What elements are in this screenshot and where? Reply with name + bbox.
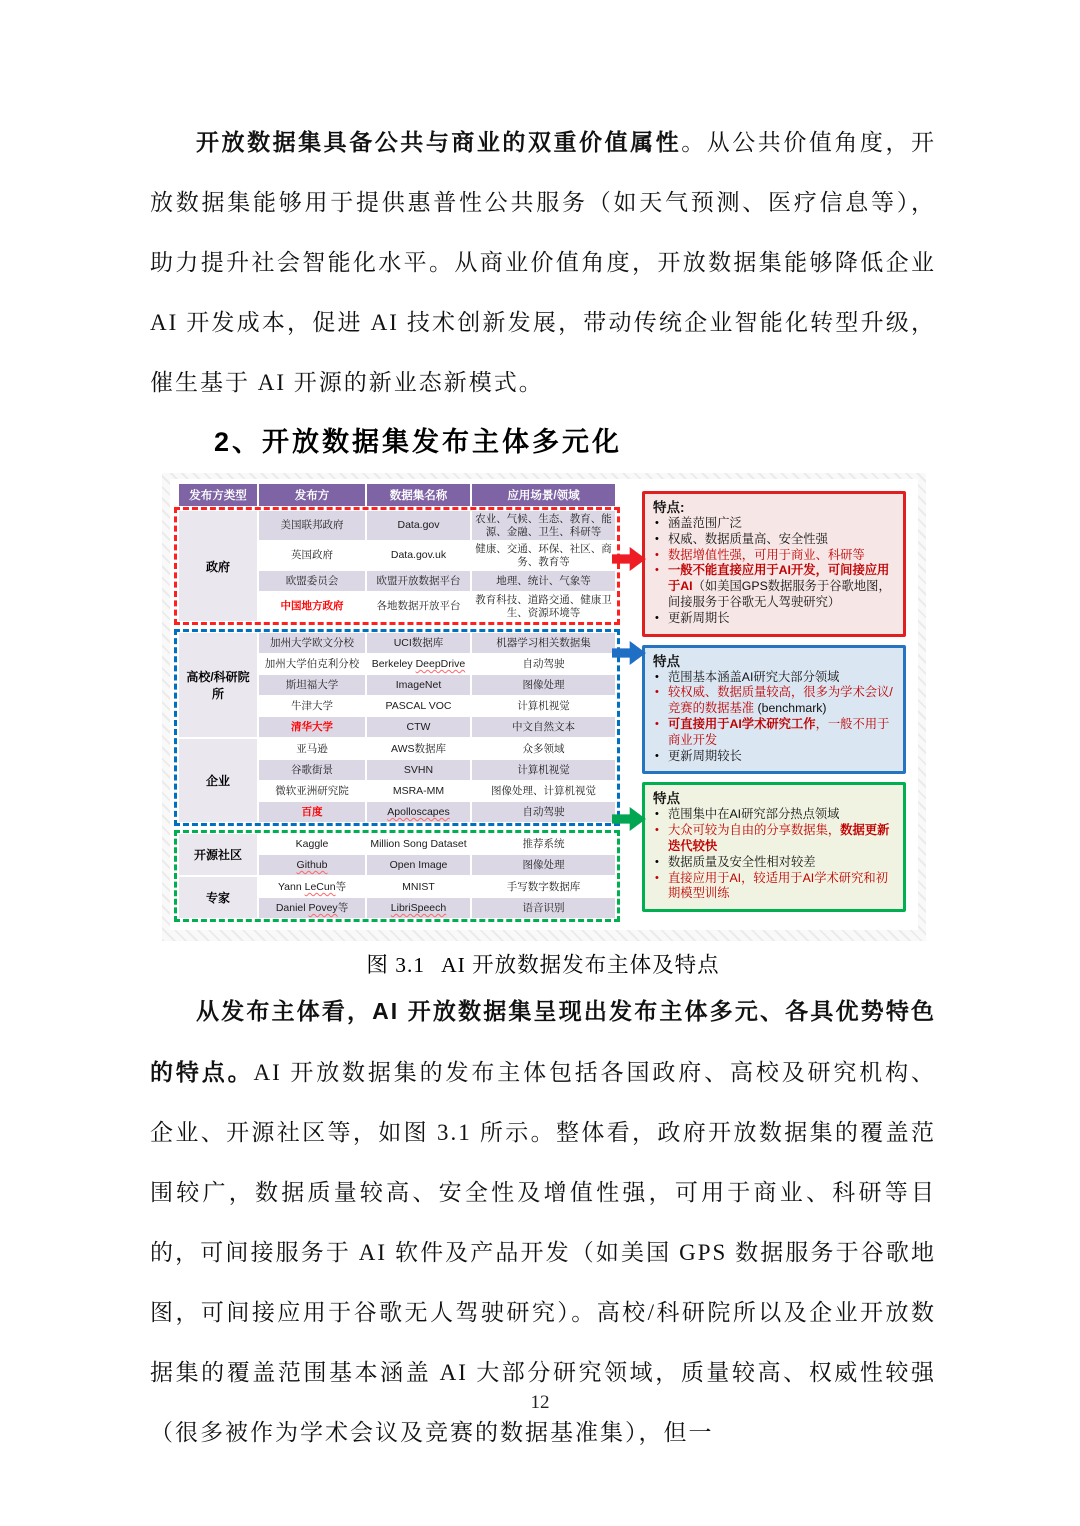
bullet-item [653,871,895,903]
bullet-dot-icon: • [655,855,659,868]
text-segment: 图像处理、计算机视觉 [491,784,596,797]
text-segment: 计算机视觉 [517,699,570,712]
text-segment: (benchmark) [754,701,827,716]
domain-cell [472,834,615,854]
text-segment: 中国地方政府 [280,600,344,613]
bullet-item [653,717,895,749]
bullet-item [653,685,895,717]
text-segment: Data.gov.uk [390,549,447,562]
emphasis-bold: 从发布主体看，AI 开放数据集呈现出发布主体多元、各具优势特色的特点。 [150,998,936,1085]
bullet-text [668,532,895,548]
paragraph-publishers [150,981,936,1463]
domain-cell [472,675,615,695]
bullet-item [653,548,895,564]
text-segment: 英国政府 [291,549,333,562]
table-row [179,633,615,653]
column-header: 发布方 [259,484,365,506]
bullet-item [653,516,895,532]
bullet-text [668,563,895,610]
text-segment: 一般不能直接应用于AI开发，可间接应用于AI [668,563,890,594]
dataset-cell [367,717,470,737]
publisher-cell [259,511,365,540]
text-segment: 谷歌街景 [291,763,333,776]
text-segment: UCI数据库 [393,636,444,649]
domain-cell [472,633,615,653]
text-segment: 欧盟开放数据平台 [376,574,461,587]
category-cell: 专家 [179,877,257,918]
domain-cell [472,511,615,540]
table [177,833,617,876]
text-segment: 较权威、数据质量较高，很多为学术会议/竞赛的数据基准 [668,685,893,716]
emphasis-bold: 开放数据集具备公共与商业的双重价值属性 [196,129,682,155]
column-header: 数据集名称 [367,484,470,506]
dataset-cell [367,877,470,897]
dataset-cell [367,675,470,695]
text-segment: Million Song Dataset [370,837,467,850]
figure-caption [150,949,936,981]
header-row [179,484,615,506]
page-content [150,112,936,1463]
feature-box-title: 特点: [653,500,685,515]
publisher-cell [259,898,365,918]
text-segment: 图像处理 [522,858,565,871]
text-segment: MSRA-MM [392,784,445,797]
domain-cell [472,855,615,875]
text-segment: 等 [335,880,347,893]
table [177,483,617,507]
bullet-text [668,871,895,903]
domain-cell [472,877,615,897]
dataset-cell [367,739,470,759]
bullet-dot-icon: • [655,564,659,577]
dataset-cell [367,696,470,716]
dataset-cell [367,592,470,621]
bullet-dot-icon: • [655,808,659,821]
bullet-dot-icon: • [655,749,659,762]
text-segment: 计算机视觉 [517,763,570,776]
category-cell: 企业 [179,739,257,822]
text-segment: 涵盖范围广泛 [668,516,742,530]
bullet-dot-icon: • [655,517,659,529]
feature-box-red [642,491,906,637]
text-segment: PASCAL VOC [385,699,452,712]
text-segment: Berkeley [371,657,416,670]
text-segment: 直接应用于AI，较适用于AI学术研究和初期模型训练 [668,870,888,901]
dataset-cell [367,511,470,540]
dataset-cell [367,541,470,570]
text-segment: LibriSpeech [390,901,447,914]
text-segment: DeepDrive [415,657,466,670]
domain-cell [472,760,615,780]
dataset-cell [367,898,470,918]
publisher-cell [259,855,365,875]
figure-content [170,479,918,930]
category-cell: 高校/科研院所 [179,633,257,737]
category-cell: 开源社区 [179,834,257,875]
paragraph-dual-value [150,112,936,413]
text-segment: MNIST [402,880,435,893]
dashed-group-blue [174,629,620,826]
bullet-text [668,749,895,765]
text-segment: SVHN [403,763,434,776]
table [177,876,617,919]
column-header: 发布方类型 [179,484,257,506]
text-segment: 美国联邦政府 [280,519,344,532]
page-number: 12 [530,1392,550,1413]
text-segment: LeCun [304,880,336,893]
text-segment: ，一般不用于商业开发 [668,716,890,747]
text-segment: 亚马逊 [296,742,328,755]
dashed-group-red [174,507,620,625]
bullet-dot-icon: • [655,611,659,624]
table [177,510,617,622]
text-segment: 更新周期长 [668,610,730,625]
publisher-cell [259,877,365,897]
text-segment: （如美国GPS数据服务于谷歌地图，间接服务于谷歌无人驾驶研究） [668,579,891,609]
dashed-group-green [174,830,620,922]
text-segment: 更新周期较长 [668,748,742,763]
column-header: 应用场景/领域 [472,484,615,506]
text-segment: ImageNet [395,678,442,691]
table-row [179,877,615,897]
bullet-dot-icon: • [655,871,659,884]
table [177,632,617,738]
bullet-item [653,532,895,548]
text-segment: Daniel [275,901,309,914]
text-segment: 自动驾驶 [522,657,565,670]
text-segment: 数据更新迭代较快 [668,823,890,853]
bullet-item [653,823,895,855]
text-segment: 牛津大学 [291,699,333,712]
paragraph-text: 。从公共价值角度，开放数据集能够用于提供惠普性公共服务（如天气预测、医疗信息等），助力提升社会智能化水平。从商业价值角度，开放数据集能够降低企业 AI 开发成本，促进 AI 技术创新发展，带动传统企业智能化转型升级，催生基于 AI 开源的新业态新模式。 [150,130,937,395]
text-segment: 清华大学 [291,720,333,733]
text-segment: 大众可较为自由的分享数据集， [668,823,841,838]
text-segment: 微软亚洲研究院 [275,784,349,797]
table-row [179,834,615,854]
text-segment: 加州大学伯克利分校 [264,657,360,670]
feature-box-title: 特点 [653,653,680,669]
text-segment: 数据质量及安全性相对较差 [668,854,816,869]
text-segment: Github [296,858,328,871]
bullet-dot-icon: • [655,824,659,837]
text-segment: 推荐系统 [522,837,565,850]
text-segment: Apolloscapes [387,805,450,818]
bullet-item [653,807,895,823]
bullet-text [668,823,895,855]
figure-3-1 [162,473,926,941]
table [177,738,617,823]
text-segment: 百度 [301,805,323,818]
text-segment: 图像处理 [522,678,565,691]
text-segment: 中文自然文本 [512,720,575,733]
bullet-item [653,855,895,871]
publisher-cell [259,592,365,621]
table-row [179,511,615,540]
bullet-text [668,855,895,871]
publisher-cell [259,760,365,780]
bullet-item [653,611,895,627]
domain-cell [472,654,615,674]
text-segment: 农业、气候、生态、教育、能源、金融、卫生、科研等 [475,513,612,538]
text-segment: 数据增值性强，可用于商业、科研等 [668,547,865,562]
feature-box-title: 特点 [653,791,680,807]
text-segment: Povey [308,901,338,914]
publisher-cell [259,781,365,801]
domain-cell [472,592,615,621]
dataset-cell [367,781,470,801]
dataset-cell [367,654,470,674]
figure-caption-title: AI 开放数据发布主体及特点 [441,953,720,977]
bullet-text [668,611,895,627]
publisher-cell [259,633,365,653]
text-segment: 范围基本涵盖AI研究大部分领域 [668,669,840,684]
dataset-cell [367,760,470,780]
text-segment: 斯坦福大学 [285,678,339,691]
bullet-text [668,516,895,532]
bullet-dot-icon: • [655,717,659,730]
dataset-cell [367,802,470,822]
publisher-cell [259,739,365,759]
text-segment: 地理、统计、气象等 [496,574,591,587]
bullet-item [653,749,895,765]
text-segment: 手写数字数据库 [506,880,581,893]
publisher-cell [259,654,365,674]
text-segment: 教育科技、道路交通、健康卫生、资源环境等 [475,594,612,619]
domain-cell [472,571,615,591]
text-segment: 可直接用于AI学术研究工作 [668,716,816,731]
dataset-cell [367,834,470,854]
domain-cell [472,717,615,737]
bullet-item [653,670,895,686]
section-heading: 2、开放数据集发布主体多元化 [214,427,623,457]
text-segment: Open Image [389,858,448,871]
publisher-cell [259,717,365,737]
text-segment: 语音识别 [522,901,565,914]
publisher-cell [259,675,365,695]
bullet-dot-icon: • [655,548,659,561]
bullet-text [668,548,895,564]
feature-box-blue [642,645,906,775]
bullet-text [668,807,895,823]
domain-cell [472,696,615,716]
text-segment: 加州大学欧文分校 [270,636,354,649]
feature-box-green [642,782,906,912]
bullet-dot-icon: • [655,670,659,683]
text-segment: 众多领域 [522,742,565,755]
bullet-item [653,563,895,610]
publisher-cell [259,802,365,822]
text-segment: CTW [406,720,431,733]
publisher-cell [259,696,365,716]
text-segment: AWS数据库 [390,742,447,755]
publisher-cell [259,571,365,591]
bullet-text [668,717,895,749]
bullet-text [668,670,895,686]
text-segment: 健康、交通、环保、社区、商务、教育等 [475,543,612,568]
bullet-text [668,685,895,717]
figure-caption-label: 图 3.1 [366,953,426,977]
text-segment: Yann [277,880,305,893]
dataset-cell [367,855,470,875]
category-cell: 政府 [179,511,257,621]
text-segment: Kaggle [295,837,329,850]
bullet-dot-icon: • [655,532,659,545]
domain-cell [472,898,615,918]
text-segment: 自动驾驶 [522,805,565,818]
publisher-cell [259,834,365,854]
bullet-dot-icon: • [655,686,659,699]
text-segment: 等 [337,901,349,914]
dataset-cell [367,571,470,591]
text-segment: 欧盟委员会 [285,574,339,587]
publisher-cell [259,541,365,570]
dataset-cell [367,633,470,653]
feature-boxes [642,483,906,926]
domain-cell [472,802,615,822]
dataset-table [174,483,620,926]
domain-cell [472,541,615,570]
text-segment: Data.gov [397,519,440,532]
domain-cell [472,739,615,759]
domain-cell [472,781,615,801]
paragraph-text: AI 开放数据集的发布主体包括各国政府、高校及研究机构、企业、开源社区等，如图 3.1 所示。整体看，政府开放数据集的覆盖范围较广，数据质量较高、安全性及增值性强，可用于商业、科研等目的，可间接服务于 AI 软件及产品开发（如美国 GPS 数据服务于谷歌地图，可间接应用于谷歌无人驾驶研究）。高校/科研院所以及企业开放数据集的覆盖范围基本涵盖 AI 大部分研究领域，质量较高、权威性较强（很多被作为学术会议及竞赛的数据基准集），但一 [150,1060,936,1445]
table-row [179,739,615,759]
text-segment: 范围集中在AI研究部分热点领域 [668,807,840,822]
text-segment: 机器学习相关数据集 [496,636,591,649]
text-segment: 权威、数据质量高、安全性强 [668,531,828,546]
text-segment: 各地数据开放平台 [376,600,461,613]
